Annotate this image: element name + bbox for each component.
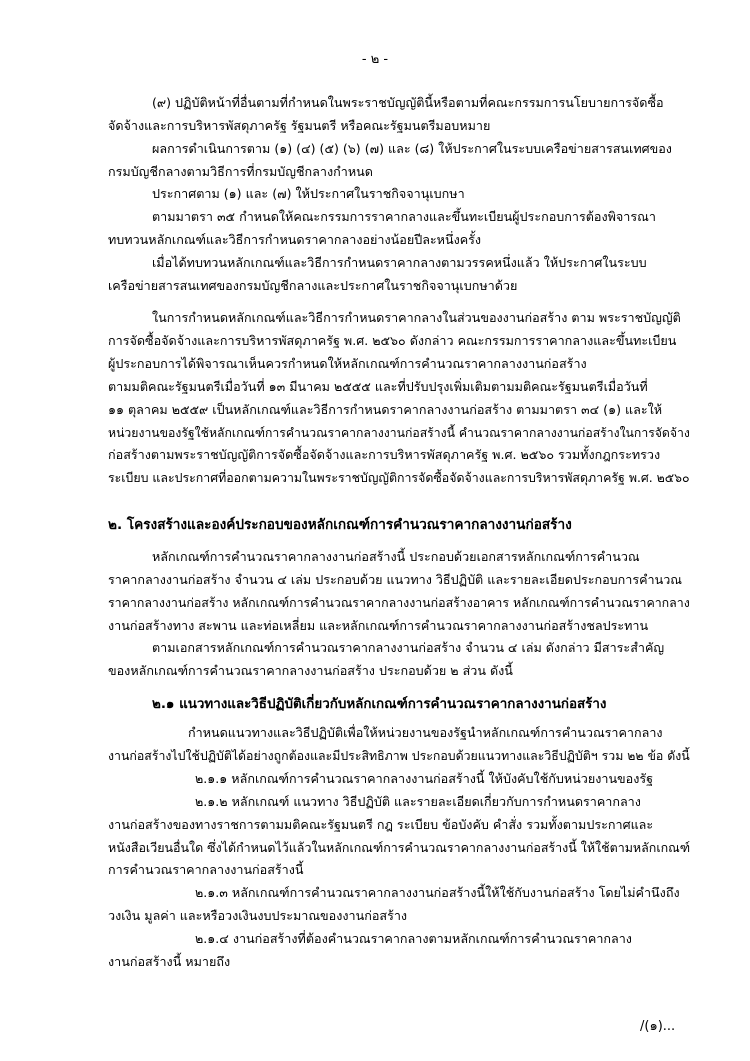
text-line: ๑๑ ตุลาคม ๒๕๕๙ เป็นหลักเกณฑ์และวิธีการกำหนดราคากลางงานก่อสร้าง ตามมาตรา ๓๔ (๑) และให้ xyxy=(108,402,663,417)
text-line: ๒.๑.๑ หลักเกณฑ์การคำนวณราคากลางงานก่อสร้างนี้ ให้บังคับใช้กับหน่วยงานของรัฐ xyxy=(195,771,654,786)
text-line: หนังสือเวียนอื่นใด ซึ่งได้กำหนดไว้แล้วในหลักเกณฑ์การคำนวณราคากลางงานก่อสร้างนี้ ให้ใช้ตามหลักเกณฑ์ xyxy=(108,840,691,855)
subsection-heading: ๒.๑ แนวทางและวิธีปฏิบัติเกี่ยวกับหลักเกณฑ์การคำนวณราคากลางงานก่อสร้าง xyxy=(152,697,607,712)
text-line: งานก่อสร้างนี้ หมายถึง xyxy=(108,954,231,969)
text-line: ตามเอกสารหลักเกณฑ์การคำนวณราคากลางงานก่อสร้าง จำนวน ๔ เล่ม ดังกล่าว มีสาระสำคัญ xyxy=(152,640,665,655)
text-line: งานก่อสร้างทาง สะพาน และท่อเหลี่ยม และหลักเกณฑ์การคำนวณราคากลางงานก่อสร้างชลประทาน xyxy=(108,618,649,633)
text-line: เครือข่ายสารสนเทศของกรมบัญชีกลางและประกาศในราชกิจจานุเบกษาด้วย xyxy=(108,278,518,293)
text-line: เมื่อได้ทบทวนหลักเกณฑ์และวิธีการกำหนดราคากลางตามวรรคหนึ่งแล้ว ให้ประกาศในระบบ xyxy=(152,255,647,270)
text-line: ๒.๑.๔ งานก่อสร้างที่ต้องคำนวณราคากลางตามหลักเกณฑ์การคำนวณราคากลาง xyxy=(195,931,632,946)
text-line: ก่อสร้างตามพระราชบัญญัติการจัดซื้อจัดจ้างและการบริหารพัสดุภาครัฐ พ.ศ. ๒๕๖๐ รวมทั้งกฎกระทรวง xyxy=(108,447,661,462)
continuation-marker: /(๑)... xyxy=(640,1019,676,1034)
text-line: ผลการดำเนินการตาม (๑) (๔) (๕) (๖) (๗) และ (๘) ให้ประกาศในระบบเครือข่ายสารสนเทศของ xyxy=(152,141,672,156)
section-heading: ๒. โครงสร้างและองค์ประกอบของหลักเกณฑ์การคำนวณราคากลางงานก่อสร้าง xyxy=(108,517,572,533)
text-line: วงเงิน มูลค่า และหรือวงเงินงบประมาณของงานก่อสร้าง xyxy=(108,908,408,923)
text-line: ตามมาตรา ๓๕ กำหนดให้คณะกรรมการราคากลางและขึ้นทะเบียนผู้ประกอบการต้องพิจารณา xyxy=(152,209,656,224)
text-line: ระเบียบ และประกาศที่ออกตามความในพระราชบัญญัติการจัดซื้อจัดจ้างและการบริหารพัสดุภาครัฐ พ.ศ. ๒๕๖๐ xyxy=(108,470,690,485)
text-line: (๙) ปฏิบัติหน้าที่อื่นตามที่กำหนดในพระราชบัญญัตินี้หรือตามที่คณะกรรมการนโยบายการจัดซื้อ xyxy=(152,95,664,110)
text-line: ราคากลางงานก่อสร้าง จำนวน ๔ เล่ม ประกอบด้วย แนวทาง วิธีปฏิบัติ และรายละเอียดประกอบการคำนวณ xyxy=(108,572,682,587)
text-line: ๒.๑.๒ หลักเกณฑ์ แนวทาง วิธีปฏิบัติ และรายละเอียดเกี่ยวกับการกำหนดราคากลาง xyxy=(195,794,641,809)
text-line: หน่วยงานของรัฐใช้หลักเกณฑ์การคำนวณราคากลางงานก่อสร้างนี้ คำนวณราคากลางงานก่อสร้างในการจัดจ้าง xyxy=(108,426,690,440)
text-line: กำหนดแนวทางและวิธีปฏิบัติเพื่อให้หน่วยงานของรัฐนำหลักเกณฑ์การคำนวณราคากลาง xyxy=(188,725,663,740)
text-line: การจัดซื้อจัดจ้างและการบริหารพัสดุภาครัฐ พ.ศ. ๒๕๖๐ ดังกล่าว คณะกรรมการราคากลางและขึ้นทะเบียน xyxy=(108,333,677,348)
text-line: ๒.๑.๓ หลักเกณฑ์การคำนวณราคากลางงานก่อสร้างนี้ให้ใช้กับงานก่อสร้าง โดยไม่คำนึงถึง xyxy=(195,885,680,900)
text-line: งานก่อสร้างไปใช้ปฏิบัติได้อย่างถูกต้องและมีประสิทธิภาพ ประกอบด้วยแนวทางและวิธีปฏิบัติฯ รวม ๒๒ ข้อ ดังนี้ xyxy=(108,749,690,763)
text-line: ในการกำหนดหลักเกณฑ์และวิธีการกำหนดราคากลางในส่วนของงานก่อสร้าง ตาม พระราชบัญญัติ xyxy=(152,310,681,325)
text-line: หลักเกณฑ์การคำนวณราคากลางงานก่อสร้างนี้ ประกอบด้วยเอกสารหลักเกณฑ์การคำนวณ xyxy=(152,549,640,564)
text-line: ตามมติคณะรัฐมนตรีเมื่อวันที่ ๑๓ มีนาคม ๒๕๕๕ และที่ปรับปรุงเพิ่มเติมตามมติคณะรัฐมนตรีเมื่อวันที่ xyxy=(108,379,648,394)
text-line: ทบทวนหลักเกณฑ์และวิธีการกำหนดราคากลางอย่างน้อยปีละหนึ่งครั้ง xyxy=(108,232,482,247)
text-line: การคำนวณราคากลางงานก่อสร้างนี้ xyxy=(108,862,304,877)
text-line: จัดจ้างและการบริหารพัสดุภาครัฐ รัฐมนตรี หรือคณะรัฐมนตรีมอบหมาย xyxy=(108,118,491,133)
text-line: ของหลักเกณฑ์การคำนวณราคากลางงานก่อสร้าง ประกอบด้วย ๒ ส่วน ดังนี้ xyxy=(108,663,513,678)
page-number: - ๒ - xyxy=(361,52,389,67)
text-line: ผู้ประกอบการได้พิจารณาเห็นควรกำหนดให้หลักเกณฑ์การคำนวณราคากลางงานก่อสร้าง xyxy=(108,356,587,371)
text-line: กรมบัญชีกลางตามวิธีการที่กรมบัญชีกลางกำหนด xyxy=(108,164,373,179)
text-line: งานก่อสร้างของทางราชการตามมติคณะรัฐมนตรี กฎ ระเบียบ ข้อบังคับ คำสั่ง รวมทั้งตามประกาศและ xyxy=(108,817,654,832)
text-line: ราคากลางงานก่อสร้าง หลักเกณฑ์การคำนวณราคากลางงานก่อสร้างอาคาร หลักเกณฑ์การคำนวณราคากลาง xyxy=(108,595,690,610)
text-line: ประกาศตาม (๑) และ (๗) ให้ประกาศในราชกิจจานุเบกษา xyxy=(152,186,465,201)
